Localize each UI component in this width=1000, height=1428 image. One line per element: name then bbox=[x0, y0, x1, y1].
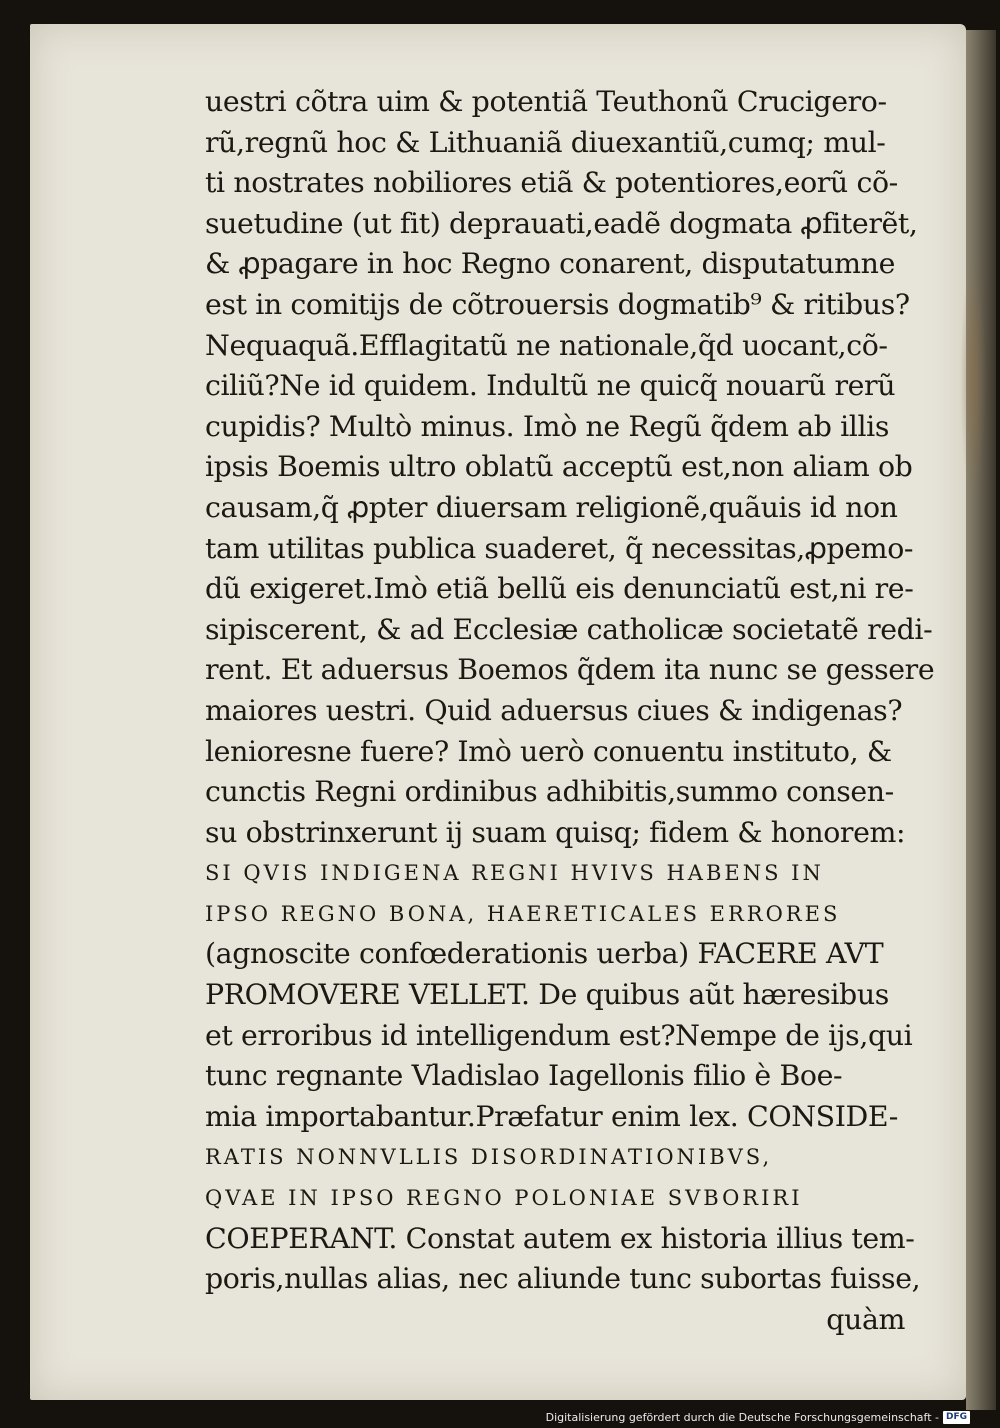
text-line: tam utilitas publica suaderet, q̃ necessitas,ꝓpemo- bbox=[205, 531, 914, 565]
text-line: suetudine (ut fit) deprauati,eadẽ dogmata ꝓfiterẽt, bbox=[205, 206, 918, 240]
digitization-credit bbox=[546, 1411, 970, 1424]
text-line: cunctis Regni ordinibus adhibitis,summo consen- bbox=[205, 775, 894, 809]
text-line: lenioresne fuere? Imò uerò conuentu instituto, & bbox=[205, 734, 892, 768]
text-line: & ꝓpagare in hoc Regno conarent, disputatumne bbox=[205, 247, 895, 281]
text-line: su obstrinxerunt ij suam quisq; fidem & honorem: bbox=[205, 815, 906, 849]
text-line: poris,nullas alias, nec aliunde tunc subortas fuisse, bbox=[205, 1262, 921, 1296]
text-line: dũ exigeret.Imò etiã bellũ eis denunciatũ est,ni re- bbox=[205, 572, 914, 606]
text-line: est in comitijs de cõtrouersis dogmatib⁹ & ritibus? bbox=[205, 287, 910, 321]
text-line: ti nostrates nobiliores etiã & potentiores,eorũ cõ- bbox=[205, 166, 898, 200]
text-line: PROMOVERE VELLET. De quibus aũt hæresibus bbox=[205, 978, 889, 1012]
text-line: sipiscerent, & ad Ecclesiæ catholicæ societatẽ redi- bbox=[205, 612, 933, 646]
text-line: Nequaquã.Efflagitatũ ne nationale,q̃d uocant,cõ- bbox=[205, 328, 888, 362]
text-line: (agnoscite confœderationis uerba) FACERE AVT bbox=[205, 937, 884, 971]
text-line: tunc regnante Vladislao Iagellonis filio è Boe- bbox=[205, 1059, 843, 1093]
text-line: maiores uestri. Quid aduersus ciues & indigenas? bbox=[205, 693, 903, 727]
text-line: cupidis? Multò minus. Imò ne Regũ q̃dem ab illis bbox=[205, 409, 889, 443]
text-line: mia importabantur.Præfatur enim lex. CONSIDE- bbox=[205, 1099, 898, 1133]
text-line: causam,q̃ ꝓpter diuersam religionẽ,quãuis id non bbox=[205, 490, 898, 524]
credit-text: Digitalisierung gefördert durch die Deutsche Forschungsgemeinschaft - bbox=[545, 1411, 939, 1424]
text-line: COEPERANT. Constat autem ex historia illius tem- bbox=[205, 1221, 915, 1255]
text-line-caps: SI QVIS INDIGENA REGNI HVIVS HABENS IN bbox=[205, 861, 824, 886]
text-line-caps: QVAE IN IPSO REGNO POLONIAE SVBORIRI bbox=[205, 1186, 803, 1211]
text-line-caps: IPSO REGNO BONA, HAERETICALES ERRORES bbox=[205, 901, 841, 926]
text-line: ciliũ?Ne id quidem. Indultũ ne quicq̃ nouarũ rerũ bbox=[205, 369, 896, 403]
text-line: et erroribus id intelligendum est?Nempe de ijs,qui bbox=[205, 1018, 913, 1052]
text-line: uestri cõtra uim & potentiã Teuthonũ Crucigero- bbox=[205, 85, 887, 118]
text-line-caps: RATIS NONNVLLIS DISORDINATIONIBVS, bbox=[205, 1145, 773, 1170]
text-line: ipsis Boemis ultro oblatũ acceptũ est,non aliam ob bbox=[205, 450, 913, 484]
page-stain bbox=[960, 260, 986, 500]
text-line: rũ,regnũ hoc & Lithuaniã diuexantiũ,cumq; mul- bbox=[205, 125, 886, 159]
page-text bbox=[205, 82, 935, 1340]
page-edge bbox=[966, 30, 996, 1410]
text-line: rent. Et aduersus Boemos q̃dem ita nunc se gessere bbox=[205, 653, 935, 687]
catchword: quàm bbox=[826, 1302, 905, 1336]
dfg-logo: DFG bbox=[943, 1411, 970, 1424]
